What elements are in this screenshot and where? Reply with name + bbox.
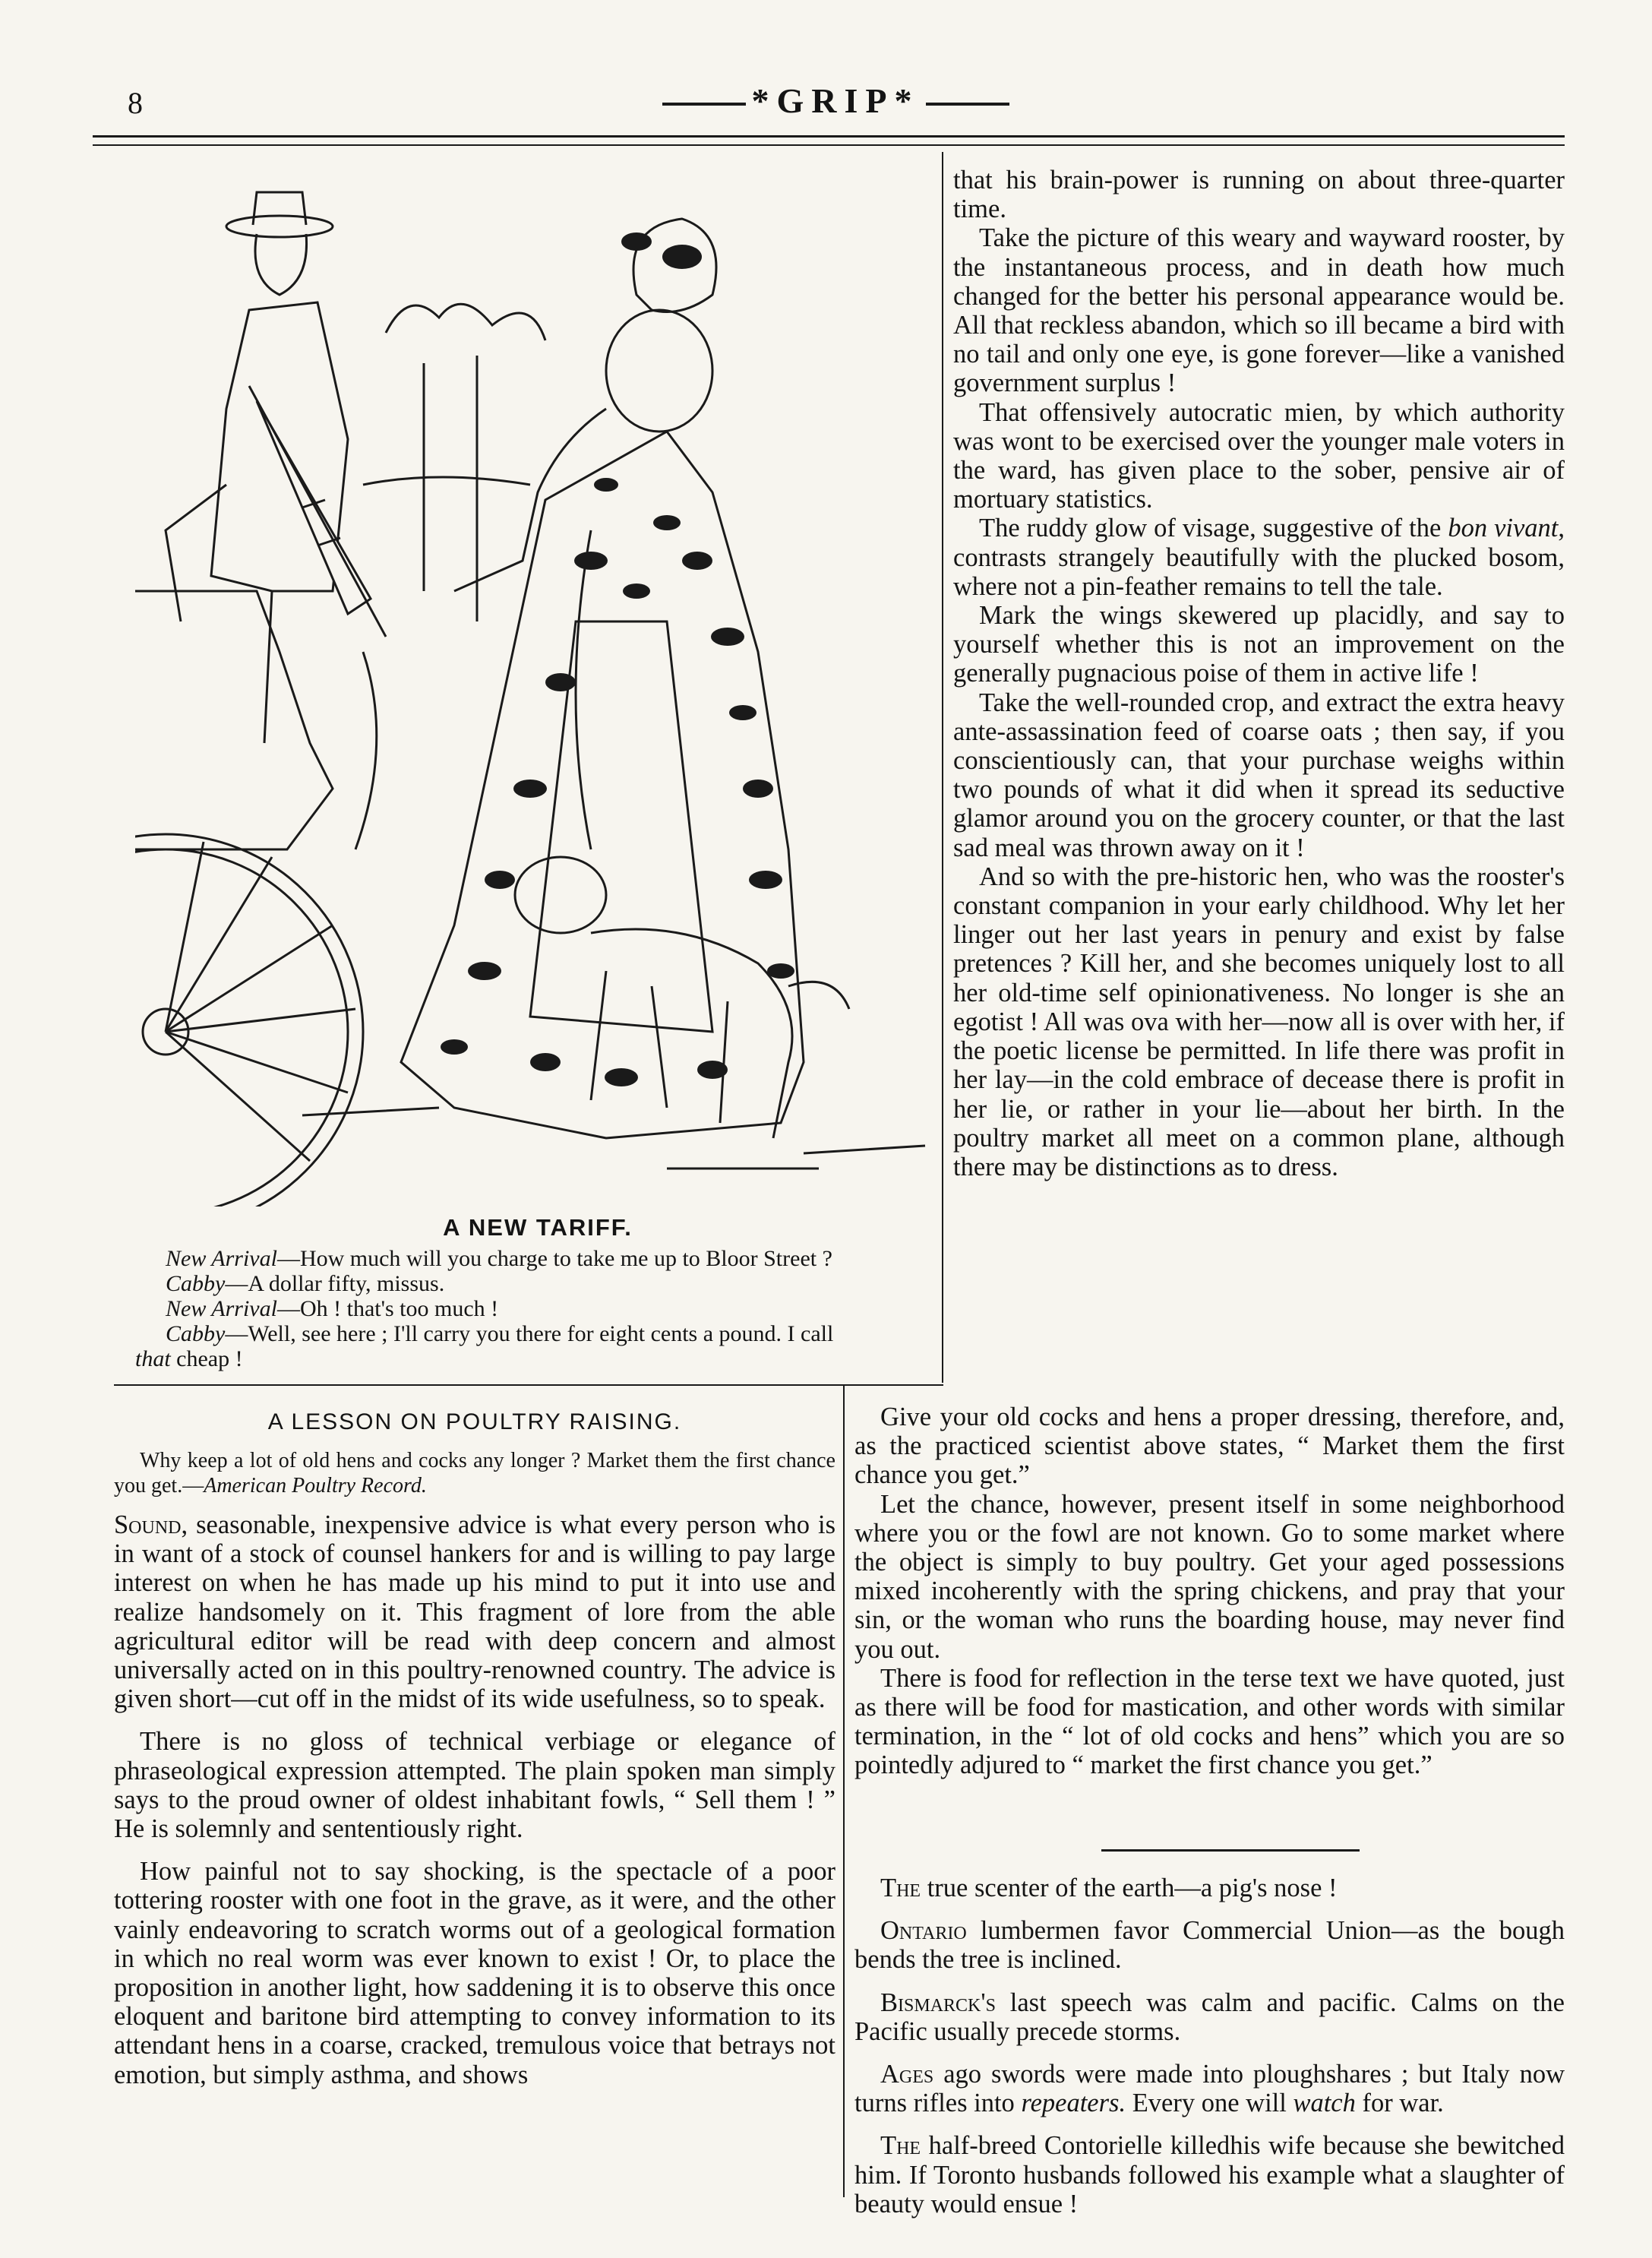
caption-speaker: New Arrival [166, 1296, 277, 1321]
cartoon-frame-bottom [114, 1384, 943, 1386]
paragraph-lead: Sound, [114, 1510, 188, 1539]
brief-lead: Ontario [880, 1916, 967, 1946]
brief-emphasis: watch [1293, 2089, 1356, 2118]
article-column-right-upper [953, 166, 1565, 1181]
brief-text: lumbermen favor Commercial Union—as the bough bends the tree is inclined. [854, 1916, 1565, 1975]
brief-text: true scenter of the earth—a pig's nose ! [921, 1874, 1338, 1902]
caption-text: —Oh ! that's too much ! [276, 1296, 499, 1321]
article-epigraph [114, 1448, 835, 1498]
masthead-title: GRIP [776, 81, 895, 120]
article-column-left [114, 1510, 835, 2089]
brief-text: ago swords were made into ploughshares ; but Italy now turns rifles into [854, 2060, 1565, 2118]
caption-text: —A dollar fifty, missus. [225, 1271, 445, 1296]
caption-speaker: New Arrival [166, 1246, 277, 1271]
cartoon-caption [135, 1246, 940, 1371]
caption-emphasis: that [135, 1346, 171, 1371]
caption-speaker: Cabby [166, 1321, 226, 1346]
caption-line [135, 1346, 940, 1371]
brief-item [854, 2060, 1565, 2117]
section-divider [1101, 1849, 1360, 1852]
epigraph-source: American Poultry Record. [204, 1474, 427, 1497]
article-title: A LESSON ON POULTRY RAISING. [267, 1409, 682, 1434]
caption-line [135, 1246, 940, 1271]
caption-text: —How much will you charge to take me up to Bloor Street ? [276, 1246, 832, 1271]
brief-item [854, 1988, 1565, 2046]
paragraph-text: , contrasts strangely beautifully with the plucked bosom, where not a pin-feather remains to tell the tale. [953, 514, 1565, 601]
caption-text: cheap ! [170, 1346, 243, 1371]
masthead-rule-right [926, 103, 1009, 106]
brief-item [854, 2131, 1565, 2218]
cartoon-frame-right [942, 152, 943, 1383]
header-rule-top [93, 135, 1565, 138]
brief-item [854, 1916, 1565, 1974]
paragraph: Mark the wings skewered up placidly, and say to yourself whether this is not an improvement on the generally pugnacious poise of them in active life ! [953, 601, 1565, 688]
paragraph: Give your old cocks and hens a proper dressing, therefore, and, as the practiced scientist above states, “ Market them the first chance you get.” [854, 1403, 1565, 1490]
paragraph-text: seasonable, inexpensive advice is what every person who is in want of a stock of counsel hankers for and is willing to pay large interest on when he has made up his mind to put it into use and realize handsomely on it. This fragment of lore from the able agricultural editor will be read with deep concern and almost universally acted on in this poultry-renowned country. The advice is given short—cut off in the midst of its wide usefulness, so to speak. [114, 1510, 835, 1714]
cartoon-title: A NEW TARIFF. [443, 1214, 633, 1241]
paragraph-text: The ruddy glow of visage, suggestive of the [979, 514, 1448, 543]
cabby-figure [166, 192, 348, 743]
masthead [600, 81, 1071, 121]
brief-item [854, 1874, 1565, 1902]
paragraph: There is no gloss of technical verbiage or elegance of phraseological expression attempted. The plain spoken man simply says to the proud owner of oldest inhabitant fowls, “ Sell them ! ” He is solemnly and sententiously right. [114, 1727, 835, 1844]
paragraph: Take the picture of this weary and wayward rooster, by the instantaneous process, and in death how much changed for the better his personal appearance would be. All that reckless abandon, which so ill became a bird with no tail and only one eye, is gone forever—like a vanished government surplus ! [953, 223, 1565, 398]
caption-line [135, 1271, 940, 1296]
star-right: * [894, 81, 920, 120]
brief-text: Every one will [1126, 2089, 1293, 2118]
brief-lead: The [880, 1874, 921, 1902]
briefs-column [854, 1860, 1565, 2218]
paragraph-emphasis: bon vivant [1448, 514, 1559, 543]
brief-text: half-breed Contorielle killedhis wife because she bewitched him. If Toronto husbands followed his example what a slaughter of beauty would ensue ! [854, 2131, 1565, 2218]
epigraph-text: Why keep a lot of old hens and cocks any longer ? Market them the first chance you get.— [114, 1449, 835, 1497]
caption-speaker: Cabby [166, 1271, 226, 1296]
star-left: * [751, 81, 777, 120]
paragraph: Let the chance, however, present itself in some neighborhood where you or the fowl are not known. Go to some market where the object is simply to buy poultry. Get your aged possessions mixed incoherently with the spring chickens, and pray that your sin, or the woman who runs the boarding house, may never find you out. [854, 1489, 1565, 1664]
caption-line [135, 1321, 940, 1346]
brief-emphasis: repeaters. [1021, 2089, 1126, 2118]
column-divider-lower [843, 1384, 845, 2197]
brief-lead: The [880, 2131, 921, 2161]
masthead-rule-left [662, 103, 746, 106]
brief-lead: Ages [880, 2060, 934, 2089]
page-number: 8 [128, 86, 143, 120]
header-rule-bottom [93, 144, 1565, 146]
carriage-wheel [135, 834, 363, 1206]
paragraph: How painful not to say shocking, is the spectacle of a poor tottering rooster with one foot in the grave, as it were, and the other vainly endeavoring to scratch worms out of a geological formation in which no real worm was ever known to exist ! Or, to place the proposition in another light, how saddening it is to observe this once eloquent and baritone bird attempting to convey information to its attendant hens in a coarse, cracked, tremulous voice that betrays not emotion, but simply asthma, and shows [114, 1857, 835, 2089]
brief-text: for war. [1355, 2089, 1444, 2118]
brief-text: last speech was calm and pacific. Calms on the Pacific usually precede storms. [854, 1988, 1565, 2046]
paragraph: that his brain-power is running on about three-quarter time. [953, 166, 1565, 224]
article-column-right-lower [854, 1403, 1565, 1780]
paragraph: There is food for reflection in the terse text we have quoted, just as there will be food for mastication, and other words with similar termination, in the “ lot of old cocks and hens” which you are so pointedly adjured to “ market the first chance you get.” [854, 1663, 1565, 1780]
caption-line [135, 1296, 940, 1321]
carriage-body [135, 591, 333, 849]
paragraph: That offensively autocratic mien, by which authority was wont to be exercised over the younger male voters in the ward, has given place to the sober, pensive air of mortuary statistics. [953, 397, 1565, 514]
paragraph: Take the well-rounded crop, and extract the extra heavy ante-assassination feed of coarse oats ; then say, if you conscientiously can, that your purchase weighs within two pounds of what it did when it spread its seductive glamor around you on the grocery counter, or that the last sad meal was thrown away on it ! [953, 688, 1565, 862]
cartoon-illustration [135, 166, 940, 1206]
paragraph: And so with the pre-historic hen, who was the rooster's constant companion in your early childhood. Why let her linger out her last years in penury and exist by false pretences ? Kill her, and she becomes uniquely lost to all her old-time self opinionativeness. No longer is she an egotist ! All was ova with her—now all is over with her, if the poetic license be permitted. In life there was profit in her lay—in the cold embrace of decease there is profit in her lie, or rather in your lie—about her birth. In the poultry market all meet on a common plane, although there may be distinctions as to dress. [953, 862, 1565, 1181]
background-trees [363, 304, 545, 621]
brief-lead: Bismarck's [880, 1988, 996, 2017]
caption-text: —Well, see here ; I'll carry you there for eight cents a pound. I call [225, 1321, 834, 1346]
